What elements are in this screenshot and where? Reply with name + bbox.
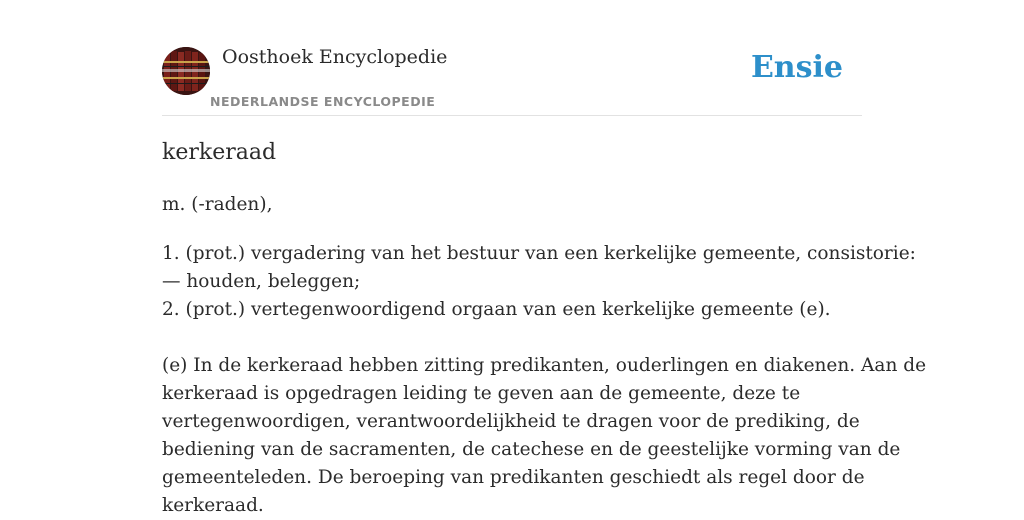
entry-definitions [162, 240, 916, 324]
site-title[interactable]: Oosthoek Encyclopedie [222, 46, 448, 68]
note-line: kerkeraad is opgedragen leiding te geven aan de gemeente, deze te [162, 383, 801, 404]
note-line: bediening van de sacramenten, de catechese en de geestelijke vorming van de [162, 439, 901, 460]
note-line: gemeenteleden. De beroeping van predikanten geschiedt als regel door de [162, 467, 865, 488]
site-subtitle: NEDERLANDSE ENCYCLOPEDIE [210, 94, 436, 109]
encyclopedia-books-icon[interactable] [162, 47, 210, 95]
entry-grammar: m. (-raden), [162, 194, 273, 215]
note-line: kerkeraad. [162, 495, 264, 516]
site-header [162, 0, 862, 116]
entry-notes [162, 352, 927, 520]
page-container [162, 0, 927, 516]
definition-line: 2. (prot.) vertegenwoordigend orgaan van een kerkelijke gemeente (e). [162, 299, 831, 320]
note-line: vertegenwoordigen, verantwoordelijkheid te dragen voor de prediking, de [162, 411, 860, 432]
definition-line: — houden, beleggen; [162, 271, 361, 292]
entry-title: kerkeraad [162, 140, 277, 165]
books-avatar-graphic [162, 47, 210, 95]
note-line: (e) In de kerkeraad hebben zitting predikanten, ouderlingen en diakenen. Aan de [162, 355, 927, 376]
ensie-logo-link[interactable]: Ensie [750, 50, 843, 85]
definition-line: 1. (prot.) vergadering van het bestuur van een kerkelijke gemeente, consistorie: [162, 243, 916, 264]
